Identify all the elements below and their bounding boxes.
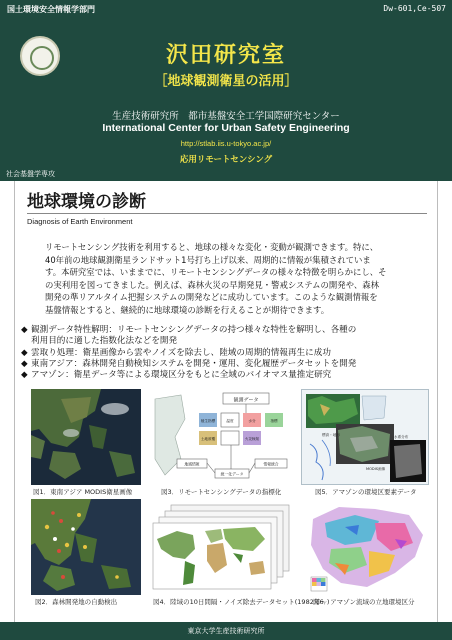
program-label: 社会基盤学専攻 [6,170,55,178]
intro-line: の実利用を図ってきました。例えば、森林火災の早期発見・警戒システムの開発や、森林 [45,279,379,290]
section-divider [27,213,427,214]
figure-3-caption: 図3．リモートセンシングデータの指標化 [161,488,282,496]
diagram-label: 土地被覆 [200,437,216,441]
institute-name-ja: 生産技術研究所 都市基盤安全工学国際研究センター [112,111,340,122]
figure-4-global-dataset [137,499,301,595]
bullet-text: 雲取り処理：衛星画像から雲やノイズを除去し、陸域の周期的情報再生に成功 [31,347,331,358]
figure-3-index-diagram [151,389,295,485]
figure-1-modis-image [31,389,141,485]
diagram-label: 水分 [248,419,256,423]
modis-image-icon [31,389,141,485]
bullet-text: 東南アジア：森林開発自動検知システムを開発・運用、変化履歴データセットを開発 [31,358,357,369]
diagram-label: 火災検知 [244,437,260,441]
figure-1-caption: 図1．東南アジア MODIS衛星画像 [33,488,133,496]
figure-2-forest-detection [31,499,141,595]
document-id: Dw-601,Ce-507 [383,4,446,13]
diagram-label: 植生指標 [200,419,216,423]
lab-subtitle: ［地球観測衛星の活用］ [154,74,298,89]
bullet-item [21,359,431,370]
bullet-text: アマゾン：衛星データ等による環境区分をもとに全域のバイオマス量推定研究 [31,370,332,381]
diagram-label: 指標 [270,419,278,423]
figure-5-amazon-elements [301,389,429,485]
figure-5-label: MODIS画像 [366,467,386,471]
figure-6-amazon-classification [305,499,429,595]
section-title-en: Diagnosis of Earth Environment [27,217,133,226]
figure-4-caption: 図4．陸域の10日間隔・ノイズ除去データセット(1982年～) [153,598,330,606]
intro-line: 開発の準リアルタイム把握システムの開発などに成功しています。このような観測情報を [45,292,378,303]
intro-line: 基盤情報とすると、継続的に地球環境の診断を行えることが期待できます。 [45,304,330,315]
bullet-text: 観測データ特性解明：リモートセンシングデータの持つ様々な特性を解明し、各種の [31,325,357,335]
lab-url-link[interactable]: http://stlab.iis.u-tokyo.ac.jp/ [180,139,272,148]
research-field: 応用リモートセンシング [179,155,273,165]
footer-text: 東京大学生産技術研究所 [187,627,265,635]
diamond-bullet-icon: ◆ [21,325,28,335]
intro-paragraph [45,241,417,317]
figure-5-label: 水系分布 [394,435,409,439]
diamond-bullet-icon: ◆ [21,370,28,381]
diagram-label: 統一化データ [220,471,244,477]
bullet-item [21,325,431,336]
bullet-item [21,348,431,359]
diagram-label: 地域情報 [184,461,200,467]
diamond-bullet-icon: ◆ [21,358,28,369]
diamond-bullet-icon: ◆ [21,347,28,358]
lab-title: 沢田研究室 [165,43,286,68]
figure-5-caption: 図5．アマゾンの環境区要素データ [315,488,417,496]
footer-bar [0,622,452,640]
institute-name-en: International Center for Urban Safety Engineering [102,122,350,134]
section-title: 地球環境の診断 [27,192,146,212]
intro-line: リモートセンシング技術を利用すると、地球の様々な変化・変動が観測できます。特に、 [45,242,379,252]
bullet-item [21,370,431,381]
intro-line: 40年前の地球観測衛星ランドサット1号打ち上げ以来、周期的に情報が集積されていま [45,254,371,265]
figure-2-caption: 図2．森林開発地の自動検出 [35,598,118,606]
diagram-label: 観測データ [233,397,259,404]
diagram-label: 情報統合 [263,461,279,467]
bullet-list [21,325,431,381]
diagram-label: 温度 [226,419,234,423]
figure-6-caption: 図6．アマゾン流域の立地環境区分 [313,598,415,606]
bullet-continuation: 利用目的に適した指数化法などを開発 [31,336,178,347]
department-label: 国土環境安全情報学部門 [7,5,95,14]
content-panel [14,181,438,622]
intro-line: す。本研究室では、いままでに、リモートセンシングデータの様々な特徴を明らかにし、そ [45,267,387,278]
figure-5-label: 標高・地形 [322,433,340,437]
header-banner [0,0,452,181]
